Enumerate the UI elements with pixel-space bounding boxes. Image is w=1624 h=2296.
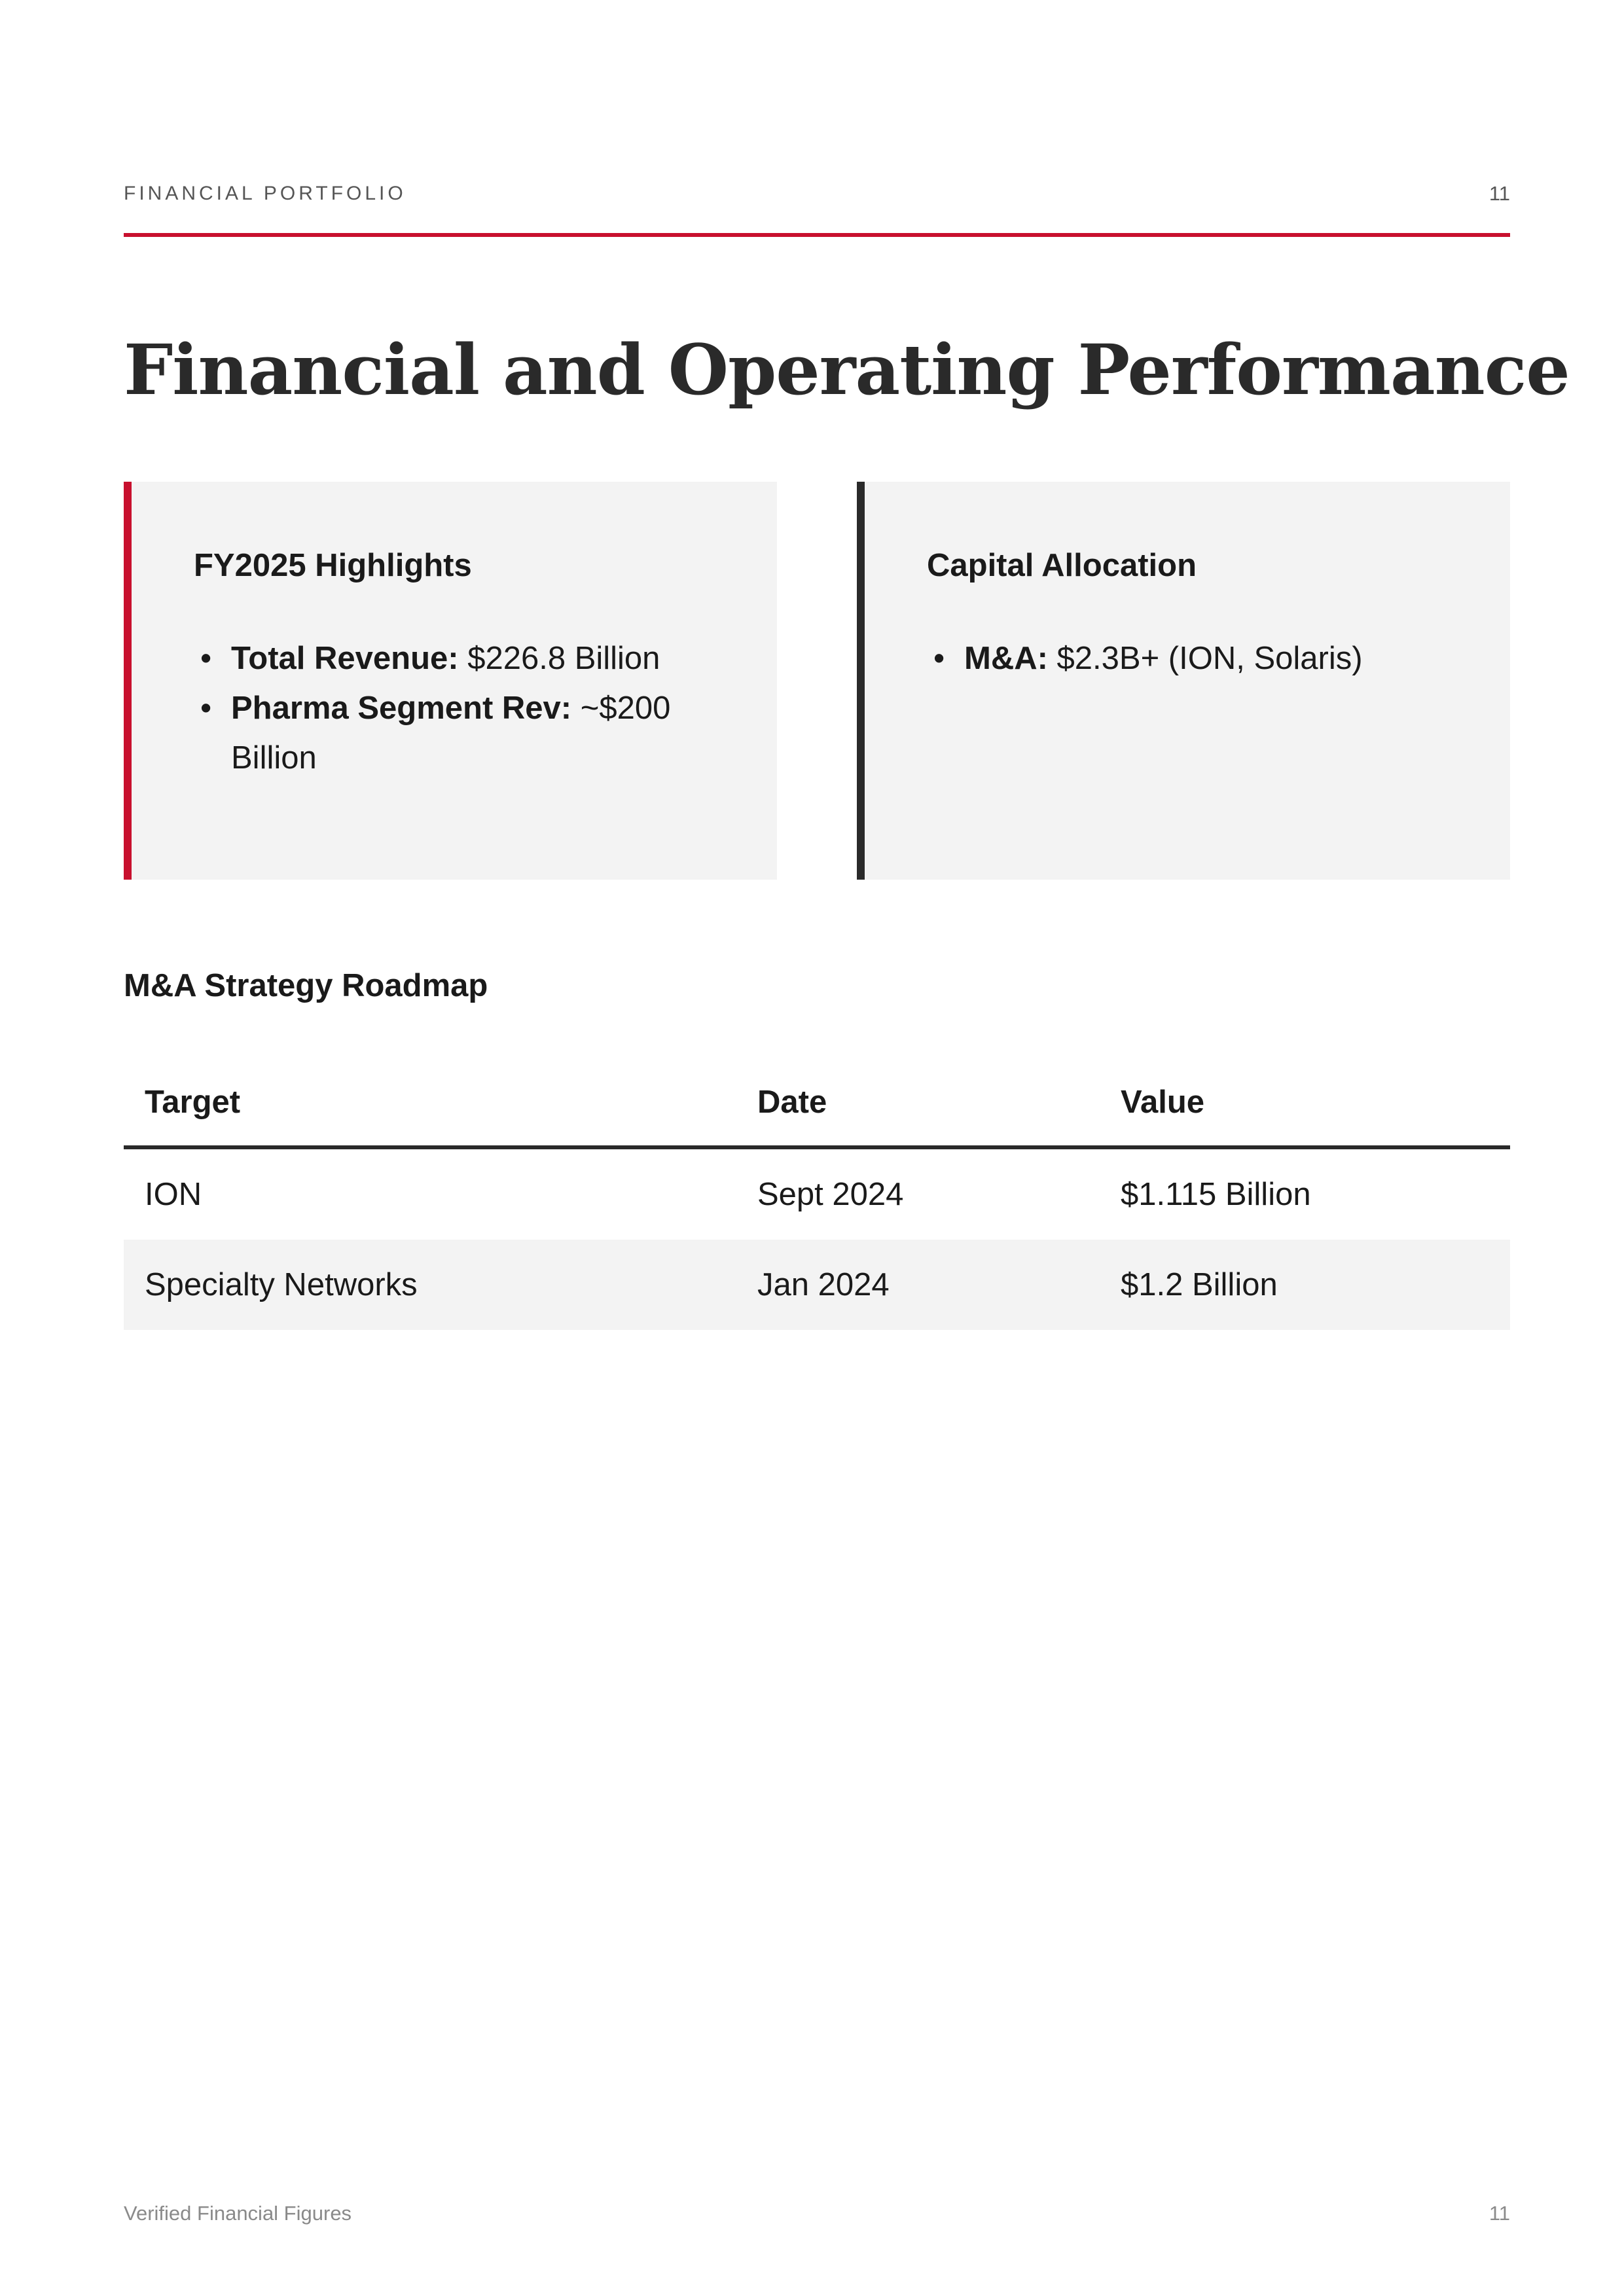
header-divider xyxy=(124,233,1510,237)
item-value: $226.8 Billion xyxy=(467,641,660,676)
bullet-icon: • xyxy=(200,691,212,726)
document-page xyxy=(124,0,1570,2296)
cell-target: ION xyxy=(145,1177,202,1212)
page-title: Financial and Operating Performance xyxy=(124,329,1570,410)
table-header-row xyxy=(124,1059,1510,1147)
running-header xyxy=(124,181,1510,207)
footer-note: Verified Financial Figures xyxy=(124,2202,352,2225)
item-label: Pharma Segment Rev: xyxy=(231,691,581,726)
cell-value: $1.115 Billion xyxy=(1121,1177,1311,1212)
roadmap-table xyxy=(124,1059,1510,1330)
table-row xyxy=(124,1147,1510,1240)
highlights-card xyxy=(124,482,777,880)
highlights-list xyxy=(194,634,731,783)
cell-value: $1.2 Billion xyxy=(1100,1240,1510,1330)
cell-date: Jan 2024 xyxy=(736,1240,1100,1330)
item-value: $2.3B+ (ION, Solaris) xyxy=(1056,641,1363,676)
cell-target: Specialty Networks xyxy=(124,1240,736,1330)
item-value: ~$200 Billion xyxy=(231,691,671,776)
footer-page-number: 11 xyxy=(1489,2202,1510,2225)
list-item xyxy=(194,634,731,683)
table-row xyxy=(124,1240,1510,1330)
bullet-icon: • xyxy=(200,641,212,676)
column-header-value: Value xyxy=(1100,1059,1510,1147)
roadmap-heading: M&A Strategy Roadmap xyxy=(124,968,488,1003)
column-header-date: Date xyxy=(736,1059,1100,1147)
capital-list xyxy=(927,634,1464,683)
cell-date: Sept 2024 xyxy=(757,1177,904,1212)
highlights-heading: FY2025 Highlights xyxy=(194,548,472,583)
bullet-icon: • xyxy=(933,641,945,676)
header-page-number: 11 xyxy=(1489,182,1510,205)
capital-allocation-card xyxy=(857,482,1510,880)
list-item xyxy=(927,634,1464,683)
capital-heading: Capital Allocation xyxy=(927,548,1197,583)
section-label: FINANCIAL PORTFOLIO xyxy=(124,183,406,204)
item-label: Total Revenue: xyxy=(231,641,468,676)
list-item xyxy=(194,683,731,783)
column-header-target: Target xyxy=(124,1059,736,1147)
item-label: M&A: xyxy=(964,641,1057,676)
